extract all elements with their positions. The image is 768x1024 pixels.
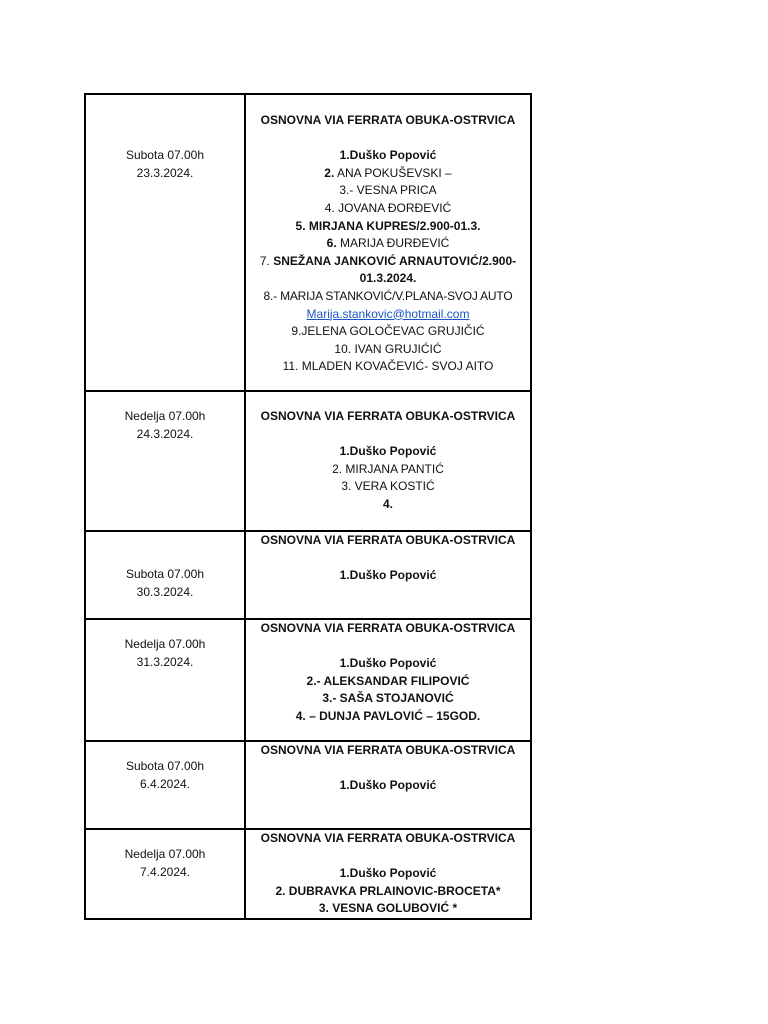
participants-cell xyxy=(245,94,531,391)
list-item: 4. JOVANA ĐORĐEVIĆ xyxy=(324,200,452,215)
date-value: 23.3.2024. xyxy=(136,165,194,180)
date-cell xyxy=(85,391,245,531)
participants-cell xyxy=(245,619,531,741)
table-row xyxy=(85,531,531,619)
session-title: OSNOVNA VIA FERRATA OBUKA-OSTRVICA xyxy=(260,743,516,757)
date-cell xyxy=(85,741,245,829)
list-item: 3. VESNA GOLUBOVIĆ * xyxy=(318,901,458,916)
participants-cell xyxy=(245,741,531,829)
date-day-time: Subota 07.00h xyxy=(125,148,205,162)
list-item: 1.Duško Popović xyxy=(339,778,437,793)
date-day-time: Nedelja 07.00h xyxy=(124,409,206,423)
list-item: 1.Duško Popović xyxy=(339,444,437,459)
list-item: 1.Duško Popović xyxy=(339,148,437,163)
participants-cell xyxy=(245,391,531,531)
list-item: 5. MIRJANA KUPRES/2.900-01.3. xyxy=(295,218,481,233)
email-link[interactable]: Marija.stankovic@hotmail.com xyxy=(306,306,470,321)
list-item: 3. VERA KOSTIĆ xyxy=(341,479,435,494)
session-title: OSNOVNA VIA FERRATA OBUKA-OSTRVICA xyxy=(260,621,516,635)
session-title: OSNOVNA VIA FERRATA OBUKA-OSTRVICA xyxy=(260,533,516,547)
list-item: 1.Duško Popović xyxy=(339,656,437,671)
date-cell xyxy=(85,94,245,391)
list-item: 9.JELENA GOLOČEVAC GRUJIČIĆ xyxy=(291,324,485,339)
list-item: 4. – DUNJA PAVLOVIĆ – 15GOD. xyxy=(295,708,481,723)
table-row xyxy=(85,391,531,531)
date-value: 6.4.2024. xyxy=(139,776,191,791)
table-row xyxy=(85,829,531,919)
list-item: 2. DUBRAVKA PRLAINOVIC-BROCETA* xyxy=(275,883,501,898)
list-item: 7. SNEŽANA JANKOVIĆ ARNAUTOVIĆ/2.900- xyxy=(259,253,517,268)
list-item: 01.3.2024. xyxy=(359,271,417,286)
date-day-time: Subota 07.00h xyxy=(125,567,205,581)
list-item: 1.Duško Popović xyxy=(339,568,437,583)
date-day-time: Nedelja 07.00h xyxy=(124,637,206,651)
participants-cell xyxy=(245,531,531,619)
list-item: 4. xyxy=(382,496,393,511)
session-title: OSNOVNA VIA FERRATA OBUKA-OSTRVICA xyxy=(260,409,516,423)
list-item: 1.Duško Popović xyxy=(339,866,437,881)
list-item: 6. MARIJA ĐURĐEVIĆ xyxy=(326,236,450,251)
session-title: OSNOVNA VIA FERRATA OBUKA-OSTRVICA xyxy=(260,113,516,127)
date-value: 31.3.2024. xyxy=(136,654,194,669)
session-title: OSNOVNA VIA FERRATA OBUKA-OSTRVICA xyxy=(260,831,516,845)
list-item: 11. MLADEN KOVAČEVIĆ- SVOJ AITO xyxy=(282,359,494,374)
date-value: 30.3.2024. xyxy=(136,584,194,599)
date-cell xyxy=(85,531,245,619)
table-row xyxy=(85,619,531,741)
date-cell xyxy=(85,829,245,919)
participants-cell xyxy=(245,829,531,919)
date-cell xyxy=(85,619,245,741)
date-day-time: Nedelja 07.00h xyxy=(124,847,206,861)
date-value: 24.3.2024. xyxy=(136,426,194,441)
list-item: 2.- ALEKSANDAR FILIPOVIĆ xyxy=(306,673,470,688)
date-day-time: Subota 07.00h xyxy=(125,759,205,773)
date-value: 7.4.2024. xyxy=(139,864,191,879)
schedule-table xyxy=(84,93,532,920)
list-item: 8.- MARIJA STANKOVIĆ/V.PLANA-SVOJ AUTO xyxy=(263,288,513,303)
list-item: 10. IVAN GRUJIĆIĆ xyxy=(334,341,442,356)
list-item: 2. ANA POKUŠEVSKI – xyxy=(324,165,452,180)
table-row xyxy=(85,94,531,391)
table-row xyxy=(85,741,531,829)
list-item: 3.- SAŠA STOJANOVIĆ xyxy=(322,691,454,706)
list-item: 3.- VESNA PRICA xyxy=(339,183,437,198)
list-item: 2. MIRJANA PANTIĆ xyxy=(332,461,444,476)
